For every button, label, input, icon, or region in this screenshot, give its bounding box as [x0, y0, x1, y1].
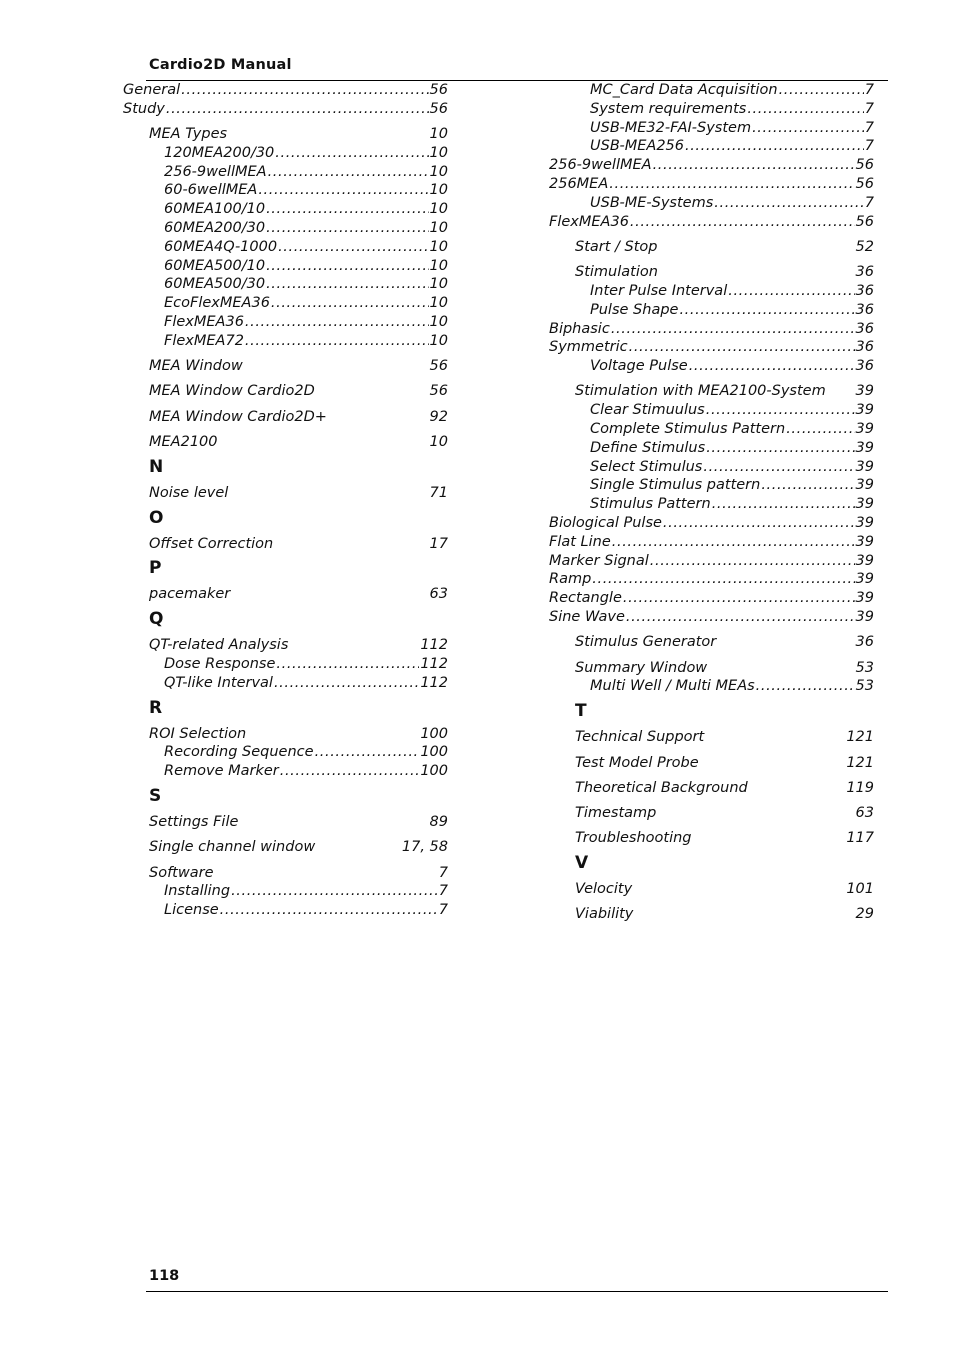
index-page-ref: 36 — [855, 320, 874, 337]
index-page-ref: 10 — [429, 126, 448, 143]
index-term: Clear Stimuulus — [590, 402, 705, 419]
index-entry — [549, 194, 874, 213]
dot-leader — [623, 589, 855, 608]
index-term: Define Stimulus — [590, 439, 706, 456]
index-entry — [123, 655, 448, 674]
index-term: Select Stimulus — [590, 458, 703, 475]
index-page-ref: 36 — [855, 264, 874, 281]
index-page-ref: 39 — [855, 571, 874, 588]
dot-leader — [706, 401, 855, 420]
dot-leader — [689, 357, 855, 376]
index-term: pacemaker — [149, 586, 231, 603]
index-term: Dose Response — [164, 656, 276, 673]
dot-leader — [653, 156, 855, 175]
index-entry — [123, 838, 448, 857]
index-entry — [123, 433, 448, 452]
index-page-ref: 10 — [429, 220, 448, 237]
dot-leader — [786, 420, 854, 439]
index-entry — [549, 238, 874, 257]
index-entry — [549, 533, 874, 552]
index-page-ref: 7 — [864, 100, 874, 117]
index-page-ref: 10 — [429, 257, 448, 274]
index-term: USB-ME32-FAI-System — [590, 119, 752, 136]
index-page-ref: 39 — [855, 402, 874, 419]
index-entry — [549, 382, 874, 401]
dot-leader — [166, 100, 429, 119]
index-page-ref: 29 — [855, 906, 874, 923]
index-page-ref: 56 — [855, 175, 874, 192]
index-term: FlexMEA36 — [549, 213, 629, 230]
index-entry — [123, 219, 448, 238]
dot-leader — [266, 219, 428, 238]
index-entry — [123, 484, 448, 503]
index-term: QT-like Interval — [164, 674, 273, 691]
index-entry — [123, 238, 448, 257]
index-page-ref: 10 — [429, 201, 448, 218]
index-page-ref: 10 — [429, 182, 448, 199]
dot-leader — [712, 495, 855, 514]
index-letter-heading: V — [575, 853, 589, 874]
index-entry — [549, 175, 874, 194]
index-term: Technical Support — [575, 729, 705, 746]
index-term: EcoFlexMEA36 — [164, 295, 270, 312]
index-column-right — [549, 81, 874, 924]
index-term: Test Model Probe — [575, 754, 699, 771]
index-term: Biological Pulse — [549, 515, 662, 532]
dot-leader — [752, 119, 864, 138]
page-number: 118 — [149, 1268, 180, 1284]
index-entry — [123, 762, 448, 781]
index-term: Summary Window — [575, 659, 708, 676]
index-term: Stimulation with MEA2100-System — [575, 383, 826, 400]
dot-leader — [728, 282, 854, 301]
dot-leader — [626, 608, 855, 627]
index-entry — [123, 674, 448, 693]
index-page-ref: 36 — [855, 358, 874, 375]
index-term: Installing — [164, 883, 231, 900]
index-page-ref: 121 — [846, 729, 874, 746]
index-page-ref: 56 — [855, 213, 874, 230]
index-term: Marker Signal — [549, 552, 649, 569]
index-entry — [549, 357, 874, 376]
index-term: MEA2100 — [149, 434, 218, 451]
index-page-ref: 7 — [438, 902, 448, 919]
dot-leader — [271, 294, 429, 313]
index-entry — [123, 813, 448, 832]
dot-leader — [679, 301, 854, 320]
dot-leader — [706, 439, 854, 458]
index-page-ref: 71 — [429, 484, 448, 501]
dot-leader — [747, 100, 863, 119]
index-term: 256MEA — [549, 175, 609, 192]
index-term: Stimulation — [575, 264, 658, 281]
index-page-ref: 36 — [855, 301, 874, 318]
index-page-ref: 10 — [429, 163, 448, 180]
index-term: 60-6wellMEA — [164, 182, 258, 199]
index-term: 60MEA100/10 — [164, 201, 266, 218]
index-page-ref: 39 — [855, 458, 874, 475]
index-entry — [549, 458, 874, 477]
index-entry — [123, 200, 448, 219]
dot-leader — [703, 458, 854, 477]
index-term: Settings File — [149, 814, 239, 831]
index-entry — [549, 100, 874, 119]
index-term: Ramp — [549, 571, 592, 588]
dot-leader — [278, 238, 428, 257]
index-term: Remove Marker — [164, 763, 279, 780]
index-page-ref: 39 — [855, 421, 874, 438]
index-page-ref: 17, 58 — [401, 839, 448, 856]
index-term: Flat Line — [549, 533, 611, 550]
index-term: Start / Stop — [575, 238, 658, 255]
dot-leader — [663, 514, 855, 533]
index-letter-heading: N — [149, 456, 164, 477]
index-page-ref: 7 — [438, 864, 448, 881]
dot-leader — [756, 677, 855, 696]
index-page-ref: 100 — [420, 763, 448, 780]
index-entry — [549, 608, 874, 627]
index-term: Sine Wave — [549, 609, 625, 626]
dot-leader — [761, 476, 854, 495]
index-term: Single Stimulus pattern — [590, 477, 761, 494]
index-term: Single channel window — [149, 839, 316, 856]
index-entry — [549, 420, 874, 439]
index-page-ref: 63 — [855, 805, 874, 822]
index-entry — [549, 728, 874, 747]
index-letter-heading: S — [149, 786, 162, 807]
index-entry — [549, 880, 874, 899]
index-entry — [549, 677, 874, 696]
index-page-ref: 7 — [438, 883, 448, 900]
index-entry — [123, 408, 448, 427]
index-term: Study — [123, 100, 165, 117]
index-page-ref: 100 — [420, 725, 448, 742]
index-entry — [123, 901, 448, 920]
index-page-ref: 7 — [864, 138, 874, 155]
index-entry — [123, 125, 448, 144]
index-page-ref: 39 — [855, 515, 874, 532]
index-page-ref: 92 — [429, 408, 448, 425]
index-page-ref: 7 — [864, 82, 874, 98]
index-page-ref: 117 — [846, 830, 874, 847]
index-page-ref: 39 — [855, 533, 874, 550]
index-entry — [549, 338, 874, 357]
index-entry — [549, 137, 874, 156]
index-entry — [123, 257, 448, 276]
index-term: 60MEA500/10 — [164, 257, 266, 274]
index-term: FlexMEA72 — [164, 332, 244, 349]
index-term: USB-MEA256 — [590, 138, 685, 155]
index-entry — [549, 156, 874, 175]
index-entry — [549, 633, 874, 652]
index-entry — [123, 100, 448, 119]
index-page-ref: 53 — [855, 678, 874, 695]
index-term: Software — [149, 864, 214, 881]
index-term: 60MEA4Q-1000 — [164, 238, 278, 255]
index-term: FlexMEA36 — [164, 314, 244, 331]
index-page-ref: 101 — [846, 881, 874, 898]
index-entry — [123, 81, 448, 100]
index-term: Pulse Shape — [590, 301, 679, 318]
dot-leader — [612, 533, 855, 552]
index-entry — [549, 589, 874, 608]
index-page-ref: 56 — [855, 157, 874, 174]
dot-leader — [630, 213, 855, 232]
running-header-title: Cardio2D Manual — [149, 57, 292, 73]
index-term: Voltage Pulse — [590, 358, 688, 375]
index-page-ref: 121 — [846, 754, 874, 771]
index-column-left — [123, 81, 448, 920]
index-entry — [123, 275, 448, 294]
dot-leader — [592, 570, 854, 589]
index-page-ref: 56 — [429, 358, 448, 375]
dot-leader — [220, 901, 438, 920]
index-letter-heading: O — [149, 507, 164, 528]
index-entry — [123, 585, 448, 604]
dot-leader — [181, 81, 428, 100]
index-page-ref: 10 — [429, 295, 448, 312]
index-letter-heading: Q — [149, 609, 164, 630]
index-page-ref: 10 — [429, 314, 448, 331]
index-page-ref: 17 — [429, 535, 448, 552]
index-entry — [549, 301, 874, 320]
dot-leader — [779, 81, 864, 100]
index-page-ref: 56 — [429, 100, 448, 117]
dot-leader — [268, 163, 429, 182]
index-term: 60MEA500/30 — [164, 276, 266, 293]
index-entry — [123, 743, 448, 762]
index-page-ref: 112 — [420, 637, 448, 654]
index-page-ref: 10 — [429, 332, 448, 349]
index-entry — [123, 144, 448, 163]
index-entry — [549, 213, 874, 232]
index-entry — [123, 332, 448, 351]
index-term: Noise level — [149, 484, 229, 501]
index-term: Stimulus Pattern — [590, 496, 711, 513]
index-entry — [549, 804, 874, 823]
index-term: ROI Selection — [149, 725, 247, 742]
dot-leader — [609, 175, 854, 194]
dot-leader — [611, 320, 855, 339]
dot-leader — [266, 275, 428, 294]
index-page-ref: 56 — [429, 383, 448, 400]
index-page-ref: 39 — [855, 439, 874, 456]
index-page-ref: 100 — [420, 744, 448, 761]
index-page-ref: 7 — [864, 119, 874, 136]
index-page-ref: 112 — [420, 674, 448, 691]
dot-leader — [629, 338, 855, 357]
index-term: Recording Sequence — [164, 744, 314, 761]
footer-rule — [146, 1291, 888, 1292]
index-term: System requirements — [590, 100, 747, 117]
index-entry — [549, 439, 874, 458]
index-page-ref: 39 — [855, 609, 874, 626]
index-entry — [549, 401, 874, 420]
index-entry — [123, 864, 448, 883]
index-page-ref: 36 — [855, 339, 874, 356]
index-entry — [549, 552, 874, 571]
index-page-ref: 39 — [855, 552, 874, 569]
index-page-ref: 10 — [429, 434, 448, 451]
index-term: QT-related Analysis — [149, 637, 289, 654]
index-entry — [549, 119, 874, 138]
index-page-ref: 10 — [429, 238, 448, 255]
index-entry — [549, 514, 874, 533]
dot-leader — [274, 674, 419, 693]
index-page-ref: 39 — [855, 496, 874, 513]
index-term: 60MEA200/30 — [164, 220, 266, 237]
index-term: MEA Window Cardio2D — [149, 383, 315, 400]
index-entry — [123, 636, 448, 655]
index-term: General — [123, 82, 181, 98]
index-term: Complete Stimulus Pattern — [590, 421, 786, 438]
index-entry — [549, 476, 874, 495]
index-entry — [123, 163, 448, 182]
index-term: 256-9wellMEA — [164, 163, 267, 180]
index-entry — [549, 659, 874, 678]
index-entry — [549, 905, 874, 924]
index-entry — [123, 357, 448, 376]
index-entry — [549, 263, 874, 282]
dot-leader — [714, 194, 863, 213]
index-term: Offset Correction — [149, 535, 274, 552]
index-page-ref: 119 — [846, 779, 874, 796]
index-term: License — [164, 902, 219, 919]
index-letter-heading: R — [149, 697, 163, 718]
index-page-ref: 112 — [420, 656, 448, 673]
index-term: Multi Well / Multi MEAs — [590, 678, 755, 695]
dot-leader — [266, 257, 428, 276]
dot-leader — [231, 882, 438, 901]
index-page-ref: 89 — [429, 814, 448, 831]
dot-leader — [258, 181, 428, 200]
index-page-ref: 56 — [429, 82, 448, 98]
index-term: Rectangle — [549, 590, 622, 607]
dot-leader — [685, 137, 864, 156]
index-page-ref: 10 — [429, 144, 448, 161]
index-page-ref: 10 — [429, 276, 448, 293]
index-page-ref: 53 — [855, 659, 874, 676]
dot-leader — [650, 552, 855, 571]
index-page-ref: 36 — [855, 282, 874, 299]
index-term: Symmetric — [549, 339, 628, 356]
index-entry — [123, 181, 448, 200]
index-entry — [123, 382, 448, 401]
index-term: Inter Pulse Interval — [590, 282, 728, 299]
index-page-ref: 36 — [855, 634, 874, 651]
index-entry — [549, 570, 874, 589]
index-entry — [123, 294, 448, 313]
index-term: MEA Window — [149, 358, 243, 375]
index-entry — [123, 882, 448, 901]
index-term: USB-ME-Systems — [590, 194, 714, 211]
dot-leader — [280, 762, 420, 781]
index-page-ref: 52 — [855, 238, 874, 255]
index-term: 120MEA200/30 — [164, 144, 275, 161]
index-term: MEA Types — [149, 126, 228, 143]
index-page-ref: 7 — [864, 194, 874, 211]
dot-leader — [275, 144, 428, 163]
dot-leader — [245, 313, 429, 332]
index-entry — [549, 320, 874, 339]
index-entry — [549, 829, 874, 848]
index-term: Theoretical Background — [575, 779, 748, 796]
index-entry — [549, 81, 874, 100]
index-entry — [549, 779, 874, 798]
index-letter-heading: P — [149, 558, 162, 579]
dot-leader — [276, 655, 419, 674]
index-entry — [123, 725, 448, 744]
index-page-ref: 63 — [429, 586, 448, 603]
index-term: Viability — [575, 906, 634, 923]
index-term: Timestamp — [575, 805, 657, 822]
index-term: Stimulus Generator — [575, 634, 717, 651]
index-page-ref: 39 — [855, 590, 874, 607]
index-entry — [549, 495, 874, 514]
index-entry — [123, 535, 448, 554]
index-term: Velocity — [575, 881, 633, 898]
index-page-ref: 39 — [855, 477, 874, 494]
index-entry — [549, 754, 874, 773]
index-term: Biphasic — [549, 320, 610, 337]
index-term: MEA Window Cardio2D+ — [149, 408, 327, 425]
index-term: Troubleshooting — [575, 830, 692, 847]
index-entry — [549, 282, 874, 301]
dot-leader — [245, 332, 429, 351]
dot-leader — [266, 200, 428, 219]
dot-leader — [315, 743, 420, 762]
index-entry — [123, 313, 448, 332]
index-page-ref: 39 — [855, 383, 874, 400]
index-term: 256-9wellMEA — [549, 157, 652, 174]
index-letter-heading: T — [575, 701, 587, 722]
index-term: MC_Card Data Acquisition — [590, 82, 778, 98]
